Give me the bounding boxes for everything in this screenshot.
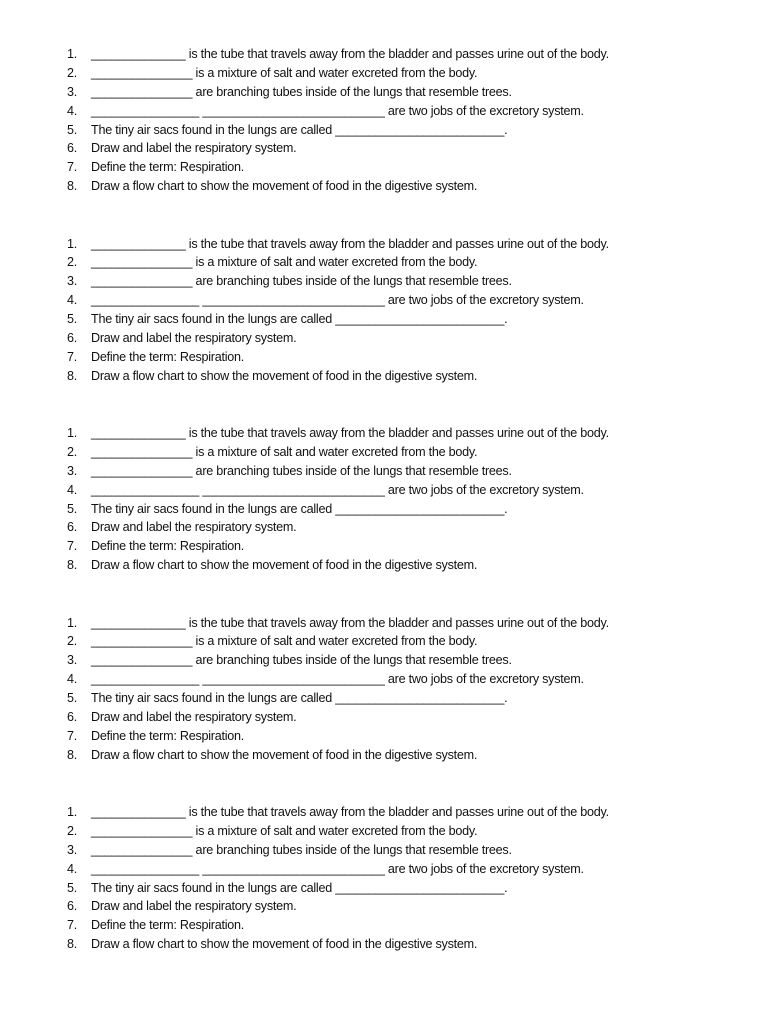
question-text: ______________ is the tube that travels away from the bladder and passes urine out of the body.	[91, 236, 609, 251]
question-number: 1.	[67, 47, 78, 61]
question-item	[0, 708, 768, 727]
question-number: 1.	[67, 805, 78, 819]
question-item	[0, 841, 768, 860]
question-item	[0, 556, 768, 575]
question-item	[0, 916, 768, 935]
question-text: Draw a flow chart to show the movement of food in the digestive system.	[91, 368, 478, 383]
question-item	[0, 329, 768, 348]
question-number: 6.	[67, 141, 78, 156]
question-text: Define the term: Respiration.	[91, 918, 245, 933]
question-number: 3.	[67, 84, 78, 99]
question-text: Define the term: Respiration.	[91, 728, 245, 743]
worksheet	[0, 45, 768, 993]
question-number: 5.	[67, 691, 78, 706]
question-item	[0, 651, 768, 670]
question-text: _______________ are branching tubes inside of the lungs that resemble trees.	[91, 842, 512, 857]
question-number: 7.	[67, 539, 78, 554]
question-item	[0, 518, 768, 537]
question-number: 8.	[67, 747, 78, 762]
question-item	[0, 424, 768, 443]
question-text: ________________ ___________________________ are two jobs of the excretory system.	[91, 103, 584, 118]
question-number: 4.	[67, 861, 78, 876]
question-item	[0, 500, 768, 519]
question-number: 4.	[67, 103, 78, 118]
question-item	[0, 746, 768, 765]
question-text: Draw and label the respiratory system.	[91, 899, 297, 914]
question-number: 3.	[67, 274, 78, 289]
question-number: 6.	[67, 709, 78, 724]
question-block	[0, 424, 768, 614]
question-item	[0, 537, 768, 556]
question-text: Draw a flow chart to show the movement of food in the digestive system.	[91, 937, 478, 952]
question-text: ________________ ___________________________ are two jobs of the excretory system.	[91, 293, 584, 308]
question-number: 7.	[67, 349, 78, 364]
question-text: _______________ are branching tubes inside of the lungs that resemble trees.	[91, 274, 512, 289]
question-number: 5.	[67, 880, 78, 895]
question-text: ________________ ___________________________ are two jobs of the excretory system.	[91, 861, 584, 876]
question-block	[0, 45, 768, 235]
question-item	[0, 481, 768, 500]
question-item	[0, 121, 768, 140]
question-number: 6.	[67, 330, 78, 345]
question-item	[0, 367, 768, 386]
question-block	[0, 614, 768, 804]
question-text: _______________ are branching tubes inside of the lungs that resemble trees.	[91, 463, 512, 478]
question-number: 7.	[67, 918, 78, 933]
question-item	[0, 689, 768, 708]
question-number: 1.	[67, 236, 78, 251]
question-item	[0, 64, 768, 83]
question-text: Draw a flow chart to show the movement of food in the digestive system.	[91, 747, 478, 762]
question-item	[0, 45, 768, 64]
question-item	[0, 860, 768, 879]
question-text: _______________ is a mixture of salt and water excreted from the body.	[91, 634, 478, 649]
question-item	[0, 177, 768, 196]
question-number: 3.	[67, 842, 78, 857]
question-item	[0, 670, 768, 689]
question-item	[0, 158, 768, 177]
question-text: _______________ is a mixture of salt and water excreted from the body.	[91, 65, 478, 80]
question-number: 3.	[67, 463, 78, 478]
question-number: 4.	[67, 482, 78, 497]
question-item	[0, 348, 768, 367]
question-item	[0, 291, 768, 310]
question-text: _______________ is a mixture of salt and water excreted from the body.	[91, 823, 478, 838]
question-text: Define the term: Respiration.	[91, 160, 245, 175]
question-text: ______________ is the tube that travels away from the bladder and passes urine out of the body.	[91, 615, 609, 630]
question-item	[0, 83, 768, 102]
question-item	[0, 727, 768, 746]
question-text: ______________ is the tube that travels away from the bladder and passes urine out of the body.	[91, 426, 609, 440]
question-text: Draw and label the respiratory system.	[91, 520, 297, 535]
question-text: _______________ is a mixture of salt and water excreted from the body.	[91, 255, 478, 270]
question-text: The tiny air sacs found in the lungs are called _________________________.	[91, 312, 508, 327]
question-text: The tiny air sacs found in the lungs are called _________________________.	[91, 880, 508, 895]
question-text: Draw and label the respiratory system.	[91, 330, 297, 345]
question-number: 2.	[67, 65, 78, 80]
question-item	[0, 632, 768, 651]
question-number: 5.	[67, 501, 78, 516]
question-item	[0, 310, 768, 329]
question-number: 4.	[67, 293, 78, 308]
question-item	[0, 935, 768, 954]
question-item	[0, 443, 768, 462]
question-text: ______________ is the tube that travels away from the bladder and passes urine out of the body.	[91, 47, 609, 61]
question-text: The tiny air sacs found in the lungs are called _________________________.	[91, 501, 508, 516]
question-number: 4.	[67, 672, 78, 687]
question-text: Draw and label the respiratory system.	[91, 141, 297, 156]
question-item	[0, 253, 768, 272]
question-number: 2.	[67, 634, 78, 649]
question-number: 3.	[67, 653, 78, 668]
question-text: _______________ are branching tubes inside of the lungs that resemble trees.	[91, 653, 512, 668]
question-item	[0, 897, 768, 916]
question-number: 6.	[67, 899, 78, 914]
question-text: The tiny air sacs found in the lungs are called _________________________.	[91, 691, 508, 706]
question-item	[0, 822, 768, 841]
question-text: ________________ ___________________________ are two jobs of the excretory system.	[91, 482, 584, 497]
question-text: ________________ ___________________________ are two jobs of the excretory system.	[91, 672, 584, 687]
question-text: The tiny air sacs found in the lungs are called _________________________.	[91, 122, 508, 137]
question-number: 2.	[67, 444, 78, 459]
question-item	[0, 139, 768, 158]
question-block	[0, 803, 768, 993]
question-number: 7.	[67, 728, 78, 743]
question-text: _______________ are branching tubes inside of the lungs that resemble trees.	[91, 84, 512, 99]
question-number: 6.	[67, 520, 78, 535]
question-item	[0, 235, 768, 254]
question-number: 8.	[67, 558, 78, 573]
question-text: Draw and label the respiratory system.	[91, 709, 297, 724]
question-number: 7.	[67, 160, 78, 175]
question-text: Draw a flow chart to show the movement of food in the digestive system.	[91, 179, 478, 194]
question-number: 8.	[67, 937, 78, 952]
question-text: Draw a flow chart to show the movement of food in the digestive system.	[91, 558, 478, 573]
question-number: 1.	[67, 615, 78, 630]
question-text: Define the term: Respiration.	[91, 349, 245, 364]
question-number: 5.	[67, 122, 78, 137]
question-text: ______________ is the tube that travels away from the bladder and passes urine out of the body.	[91, 805, 609, 819]
question-number: 5.	[67, 312, 78, 327]
question-item	[0, 879, 768, 898]
question-number: 2.	[67, 823, 78, 838]
question-item	[0, 272, 768, 291]
question-number: 1.	[67, 426, 78, 440]
question-block	[0, 235, 768, 425]
question-item	[0, 803, 768, 822]
question-text: Define the term: Respiration.	[91, 539, 245, 554]
question-text: _______________ is a mixture of salt and water excreted from the body.	[91, 444, 478, 459]
question-number: 2.	[67, 255, 78, 270]
question-item	[0, 102, 768, 121]
question-item	[0, 614, 768, 633]
question-item	[0, 462, 768, 481]
question-number: 8.	[67, 179, 78, 194]
question-number: 8.	[67, 368, 78, 383]
